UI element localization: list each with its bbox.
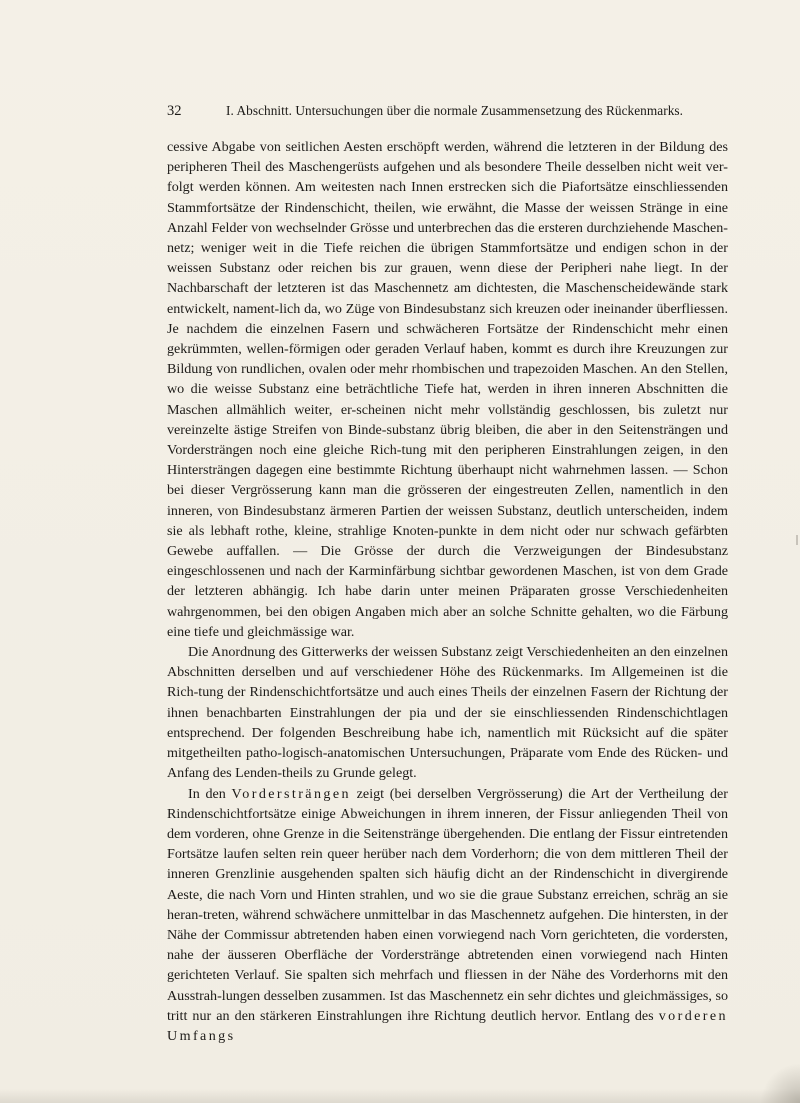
scan-speck [796,535,798,545]
scan-bottom-edge [0,1089,800,1103]
paragraph [167,784,728,1047]
page-number: 32 [167,103,182,119]
text-run: cessive Abgabe von seitlichen Aesten erschöpft werden, während die letzteren in der Bildung des peripheren Theil des Maschengerüsts aufgehen und als besondere Theile desselben nicht weit ver-folgt werden können. Am weitesten nach Innen erstrecken sich die Piafortsätze einschliessenden Stammfortsätze der Rindenschicht, theilen, wie erwähnt, die Masse der weissen Stränge in eine Anzahl Felder von wechselnder Grösse und unterbrechen das die ersteren durchziehende Maschen-netz; weniger weit in die Tiefe reichen die übrigen Stammfortsätze und endigen schon in der weissen Substanz oder reichen bis zur grauen, wenn diese der Peripheri nahe liegt. In der Nachbarschaft der letzteren ist das Maschennetz am dichtesten, die Maschenscheidewände stark entwickelt, nament-lich da, wo Züge von Bindesubstanz sich kreuzen oder ineinander überfliessen. Je nachdem die einzelnen Fasern und schwächeren Fortsätze der Rindenschicht mehr einen gekrümmten, wellen-förmigen oder geraden Verlauf haben, kommt es durch ihre Kreuzungen zur Bildung von rundlichen, ovalen oder mehr rhombischen und trapezoiden Maschen. An den Stellen, wo die weisse Substanz eine beträchtliche Tiefe hat, werden in ihren inneren Abschnitten die Maschen allmählich weiter, er-scheinen nicht mehr vollständig geschlossen, bis zuletzt nur vereinzelte ästige Streifen von Binde-substanz übrig bleiben, die aber in den Seitensträngen und Vordersträngen noch eine gleiche Rich-tung mit den peripheren Einstrahlungen zeigen, in den Hintersträngen dagegen eine bestimmte Richtung überhaupt nicht wahrnehmen lassen. — Schon bei dieser Vergrösserung kann man die grösseren der eingestreuten Zellen, namentlich in den inneren, von Bindesubstanz ärmeren Partien der weissen Substanz, deutlich unterscheiden, indem sie als lebhaft rothe, kleine, strahlige Knoten-punkte in dem nicht oder nur schwach gefärbten Gewebe auffallen. — Die Grösse der durch die Verzweigungen der Bindesubstanz eingeschlossenen und nach der Karminfärbung sichtbar gewordenen Maschen, ist von dem Grade der letzteren abhängig. Ich habe darin unter meinen Präparaten grosse Verschiedenheiten wahrgenommen, bei den obigen Angaben mich aber an solche Schnitte gehalten, wo die Färbung eine tiefe und gleichmässige war. [167,139,728,640]
running-title: I. Abschnitt. Untersuchungen über die normale Zusammensetzung des Rückenmarks. [226,103,683,118]
paragraph [167,642,728,783]
body-text [167,137,728,1046]
spaced-emphasis: vorderen Umfangs [167,1007,728,1044]
scan-corner-shadow [760,1063,800,1103]
paragraph [167,137,728,642]
spaced-emphasis: Vordersträngen [231,785,351,802]
page-header [167,103,727,123]
text-run: zeigt (bei derselben Vergrösserung) die Art der Vertheilung der Rindenschichtfortsätze einige Abweichungen in ihrem inneren, der Fissur anliegenden Theil von dem vorderen, ohne Grenze in die Seitenstränge übergehenden. Die entlang der Fissur eintretenden Fortsätze laufen selten rein queer herüber nach dem Vorderhorn; die von dem mittleren Theil der inneren Grenzlinie ausgehenden spalten sich häufig dicht an der Rindenschicht in divergirende Aeste, die nach Vorn und Hinten strahlen, und wo sie die graue Substanz erreichen, schräg an sie heran-treten, während schwächere unmittelbar in das Maschennetz aufgehen. Die hintersten, in der Nähe der Commissur abtretenden haben einen vorwiegend nach Vorn gerichteten, die vordersten, nahe der äusseren Oberfläche der Vorderstränge abtretenden einen vorwiegend nach Hinten gerichteten Verlauf. Sie spalten sich mehrfach und fliessen in der Nähe des Vorderhorns mit den Ausstrah-lungen desselben zusammen. Ist das Maschennetz ein sehr dichtes und gleichmässiges, so tritt nur an den stärkeren Einstrahlungen ihre Richtung deutlich hervor. Entlang des [167,785,728,1024]
text-run: Die Anordnung des Gitterwerks der weissen Substanz zeigt Verschiedenheiten an den einzelnen Abschnitten derselben und auf verschiedener Höhe des Rückenmarks. Im Allgemeinen ist die Rich-tung der Rindenschichtfortsätze und auch eines Theils der einzelnen Fasern der Richtung der ihnen benachbarten Einstrahlungen der pia und der sie einschliessenden Rindenschichtlagen entsprechend. Der folgenden Beschreibung habe ich, namentlich mit Rücksicht auf die später mitgetheilten patho-logisch-anatomischen Untersuchungen, Präparate vom Ende des Rücken- und Anfang des Lenden-theils zu Grunde gelegt. [167,644,728,782]
text-run: In den [188,785,232,802]
